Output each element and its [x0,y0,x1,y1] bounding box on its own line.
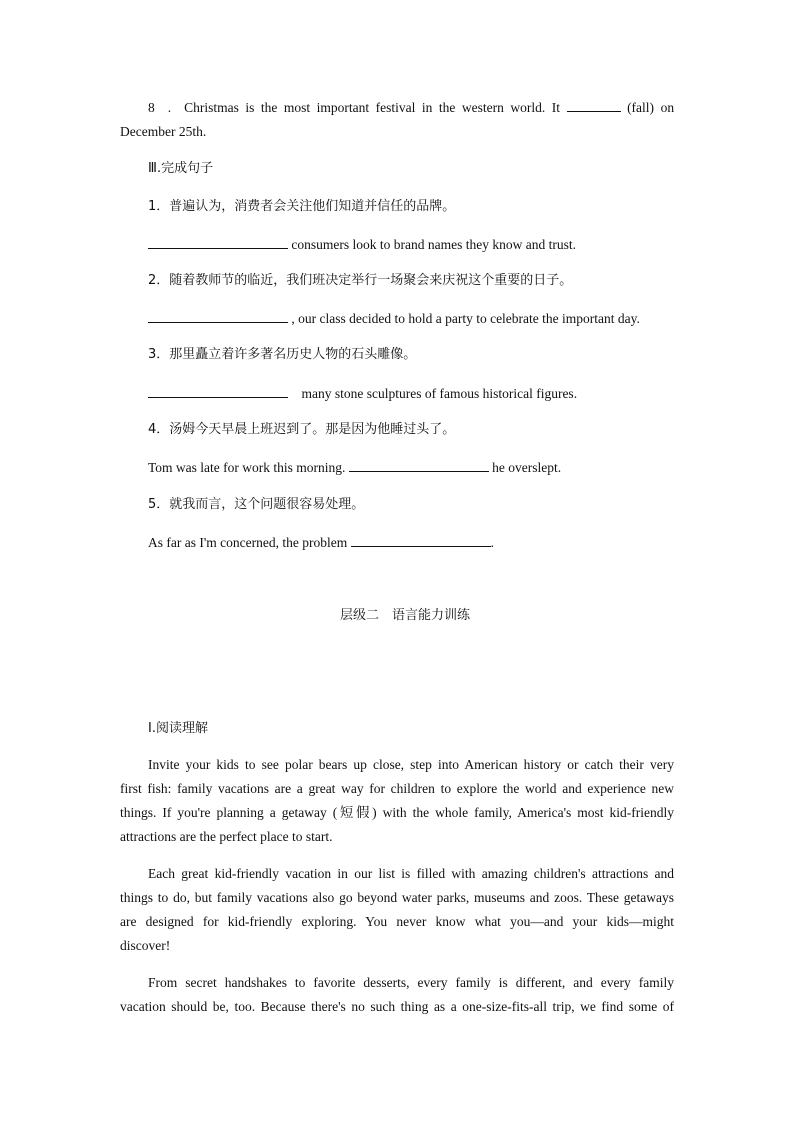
sentence-4-en-before: Tom was late for work this morning. [148,460,346,475]
sentence-4-en [148,458,561,477]
sentence-5-en-after: . [490,535,494,550]
para-2-line-3: are designed for kid-friendly exploring. You never know what you—and your kids—might [120,914,674,929]
sentence-3-cn: 3．那里矗立着许多著名历史人物的石头雕像。 [148,347,417,362]
item-8-hint: (fall) [627,100,655,115]
answer-blank-3[interactable] [148,384,288,398]
sentence-3-en-text: many stone sculptures of famous historical figures. [301,386,578,401]
item-8-text: Christmas is the most important festival in the western world. It [184,100,561,115]
answer-blank-2[interactable] [148,309,288,323]
para-2-line-4: discover! [120,938,171,953]
item-8-on: on [660,100,675,115]
sentence-3-en [148,384,577,403]
sentence-1-cn: 1．普遍认为，消费者会关注他们知道并信任的品牌。 [148,199,456,214]
sentence-1-en [148,235,576,254]
answer-blank[interactable] [567,98,621,112]
sentence-4-cn: 4．汤姆今天早晨上班迟到了。那是因为他睡过头了。 [148,422,456,437]
sentence-4-en-after: he overslept. [492,460,562,475]
sentence-5-en [148,533,494,552]
answer-blank-5[interactable] [351,533,491,547]
para-1-line-2: first fish: family vacations are a great way for children to explore the world and experience new [120,781,674,796]
sentence-2-en-text: , our class decided to hold a party to celebrate the important day. [291,311,640,326]
sentence-5-en-before: As far as I'm concerned, the problem [148,535,348,550]
item-8-number: 8 [148,100,155,115]
para-1-line-4: attractions are the perfect place to start. [120,829,333,844]
answer-blank-1[interactable] [148,235,288,249]
para-2-line-1: Each great kid-friendly vacation in our list is filled with amazing children's attractions and [148,866,674,881]
para-2-line-2: things to do, but family vacations also go beyond water parks, museums and zoos. These getaways [120,890,674,905]
sentence-1-en-text: consumers look to brand names they know and trust. [291,237,576,252]
sentence-2-en [148,309,640,328]
answer-blank-4[interactable] [349,458,489,472]
para-3-line-1: From secret handshakes to favorite desserts, every family is different, and every family [148,975,674,990]
section-3-title: Ⅲ.完成句子 [148,161,214,176]
sentence-5-cn: 5．就我而言，这个问题很容易处理。 [148,497,365,512]
level-2-title: 层级二 语言能力训练 [340,608,471,623]
item-8-line-2: December 25th. [120,124,207,139]
para-1-line-1: Invite your kids to see polar bears up close, step into American history or catch their very [148,757,674,772]
section-1-title: Ⅰ.阅读理解 [148,721,208,736]
item-8-line-1 [148,96,674,120]
para-1-line-3: things. If you're planning a getaway (短假) with the whole family, America's most kid-friendly [120,805,674,820]
item-8-dot: . [167,100,172,115]
para-3-line-2: vacation should be, too. Because there's no such thing as a one-size-fits-all trip, we find some of [120,999,674,1014]
sentence-2-cn: 2．随着教师节的临近，我们班决定举行一场聚会来庆祝这个重要的日子。 [148,273,573,288]
